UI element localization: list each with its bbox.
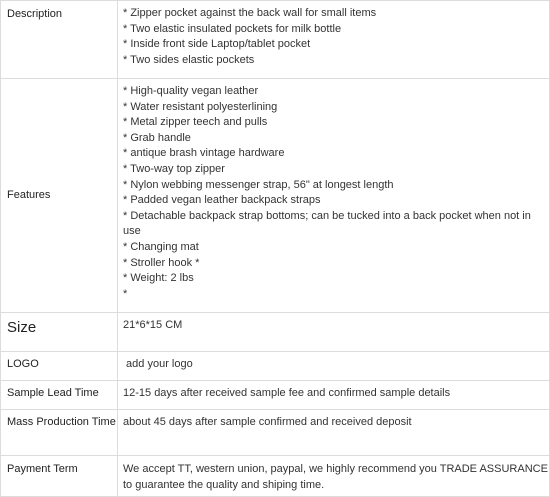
table-row	[1, 456, 550, 497]
feature-line: *	[123, 287, 128, 300]
table-row	[1, 79, 550, 313]
description-line: * Two elastic insulated pockets for milk bottle	[123, 22, 342, 35]
feature-line: * antique brash vintage hardware	[123, 147, 285, 160]
mass-production-time-value: about 45 days after sample confirmed and received deposit	[118, 410, 550, 456]
size-label: Size	[1, 313, 118, 352]
feature-line: * Padded vegan leather backpack straps	[123, 194, 321, 207]
size-value: 21*6*15 CM	[118, 313, 550, 352]
description-line: * Inside front side Laptop/tablet pocket	[123, 38, 311, 51]
features-label: Features	[1, 79, 118, 313]
logo-label: LOGO	[1, 352, 118, 381]
table-row	[1, 381, 550, 410]
table-row	[1, 410, 550, 456]
feature-line: use	[123, 225, 141, 238]
payment-term-line: to guarantee the quality and shiping time.	[123, 478, 325, 491]
table-row	[1, 313, 550, 352]
features-value	[118, 79, 550, 313]
table-row	[1, 1, 550, 79]
feature-line: * High-quality vegan leather	[123, 85, 259, 97]
feature-line: * Changing mat	[123, 240, 199, 253]
logo-value: add your logo	[118, 352, 550, 381]
feature-line: * Water resistant polyesterlining	[123, 100, 278, 113]
feature-line: * Weight: 2 lbs	[123, 272, 194, 285]
feature-line: * Nylon webbing messenger strap, 56" at longest length	[123, 178, 394, 191]
payment-term-value	[118, 456, 550, 497]
description-line: * Zipper pocket against the back wall for small items	[123, 7, 377, 19]
payment-term-label: Payment Term	[1, 456, 118, 497]
sample-lead-time-label: Sample Lead Time	[1, 381, 118, 410]
feature-line: * Stroller hook *	[123, 256, 200, 269]
description-line: * Two sides elastic pockets	[123, 53, 255, 66]
feature-line: * Grab handle	[123, 131, 191, 144]
feature-line: * Two-way top zipper	[123, 162, 225, 175]
feature-line: * Detachable backpack strap bottoms; can be tucked into a back pocket when not in	[123, 209, 531, 222]
sample-lead-time-value: 12-15 days after received sample fee and confirmed sample details	[118, 381, 550, 410]
description-label: Description	[1, 1, 118, 79]
mass-production-time-label: Mass Production Time	[1, 410, 118, 456]
feature-line: * Metal zipper teech and pulls	[123, 116, 268, 129]
table-row	[1, 352, 550, 381]
payment-term-line: We accept TT, western union, paypal, we highly recommend you TRADE ASSURANCE	[123, 463, 548, 475]
description-value	[118, 1, 550, 79]
